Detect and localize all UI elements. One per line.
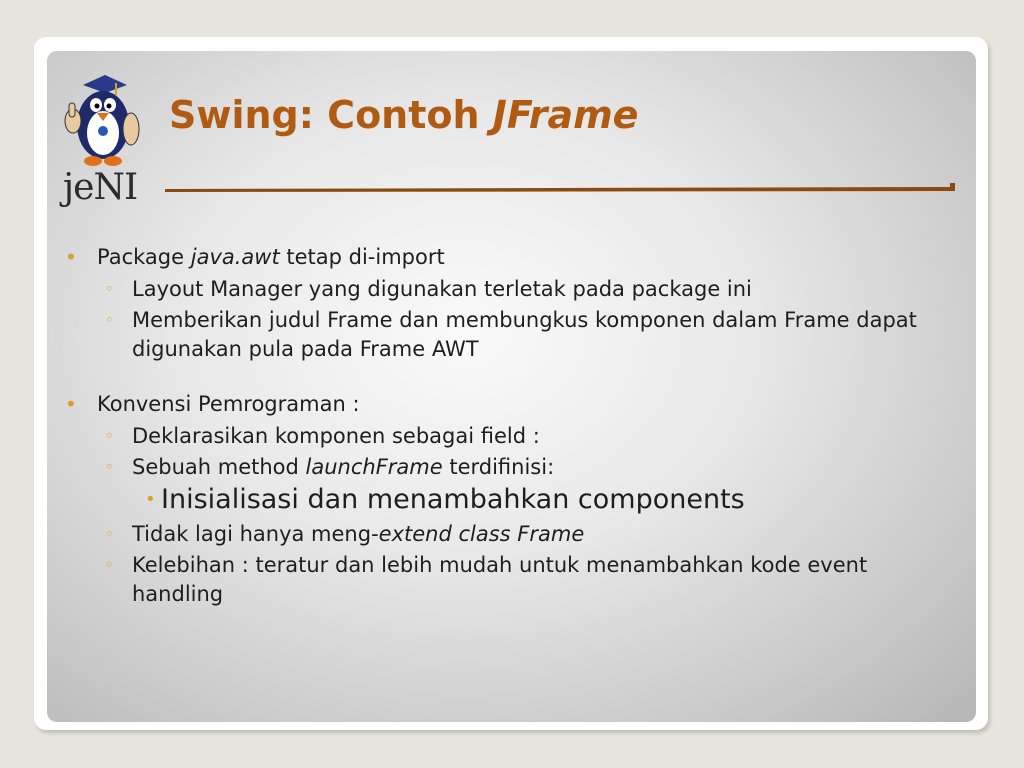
sub-bullet-text: Deklarasikan komponen sebagai field :	[132, 424, 540, 448]
sub-bullet-text: Memberikan judul Frame dan membungkus komponen dalam Frame dapat digunakan pula pada Frame AWT	[132, 308, 917, 361]
logo-text: jeNI	[63, 167, 138, 208]
sub-bullet	[65, 422, 960, 451]
sub-sub-bullet-text: Inisialisasi dan menambahkan components	[161, 484, 745, 515]
bullet-dot-icon: •	[65, 245, 77, 269]
sub-bullet	[65, 306, 960, 364]
sub-bullet-text-italic: launchFrame	[305, 455, 443, 479]
bullet-text: Konvensi Pemrograman :	[97, 392, 360, 416]
bullet-text: tetap di-import	[279, 245, 445, 269]
title-italic: JFrame	[492, 93, 639, 137]
sub-bullet-text: Layout Manager yang digunakan terletak pada package ini	[132, 277, 752, 301]
sub-bullet-text: Kelebihan : teratur dan lebih mudah untuk menambahkan kode event handling	[132, 553, 868, 606]
circle-bullet-icon: ◦	[105, 427, 114, 445]
title-underline	[165, 183, 955, 193]
slide-body	[65, 241, 960, 609]
sub-bullet	[65, 453, 960, 482]
bullet-text-italic: java.awt	[190, 245, 280, 269]
slide	[47, 51, 976, 722]
sub-sub-bullet	[65, 482, 960, 518]
sub-bullet	[65, 551, 960, 609]
jeni-logo	[53, 63, 145, 208]
circle-bullet-icon: ◦	[105, 525, 114, 543]
bullet-text: Package	[97, 245, 191, 269]
sub-bullet-text: terdifinisi:	[442, 455, 555, 479]
bullet-dot-icon: •	[65, 392, 77, 416]
sub-bullet	[65, 275, 960, 304]
circle-bullet-icon: ◦	[105, 556, 114, 574]
sub-bullet-text: Sebuah method	[132, 455, 306, 479]
sub-bullet	[65, 520, 960, 549]
bullet-package	[65, 241, 960, 273]
title-main: Swing: Contoh	[169, 93, 493, 137]
sub-bullet-text: Tidak lagi hanya meng-	[132, 522, 379, 546]
circle-bullet-icon: ◦	[105, 280, 114, 298]
bullet-konvensi	[65, 388, 960, 420]
penguin-mascot-icon	[53, 63, 145, 173]
circle-bullet-icon: ◦	[105, 311, 114, 329]
slide-title	[169, 93, 638, 137]
sub-bullet-text-italic: extend class Frame	[378, 522, 585, 546]
circle-bullet-icon: ◦	[105, 458, 114, 476]
small-dot-bullet-icon: •	[145, 489, 156, 510]
